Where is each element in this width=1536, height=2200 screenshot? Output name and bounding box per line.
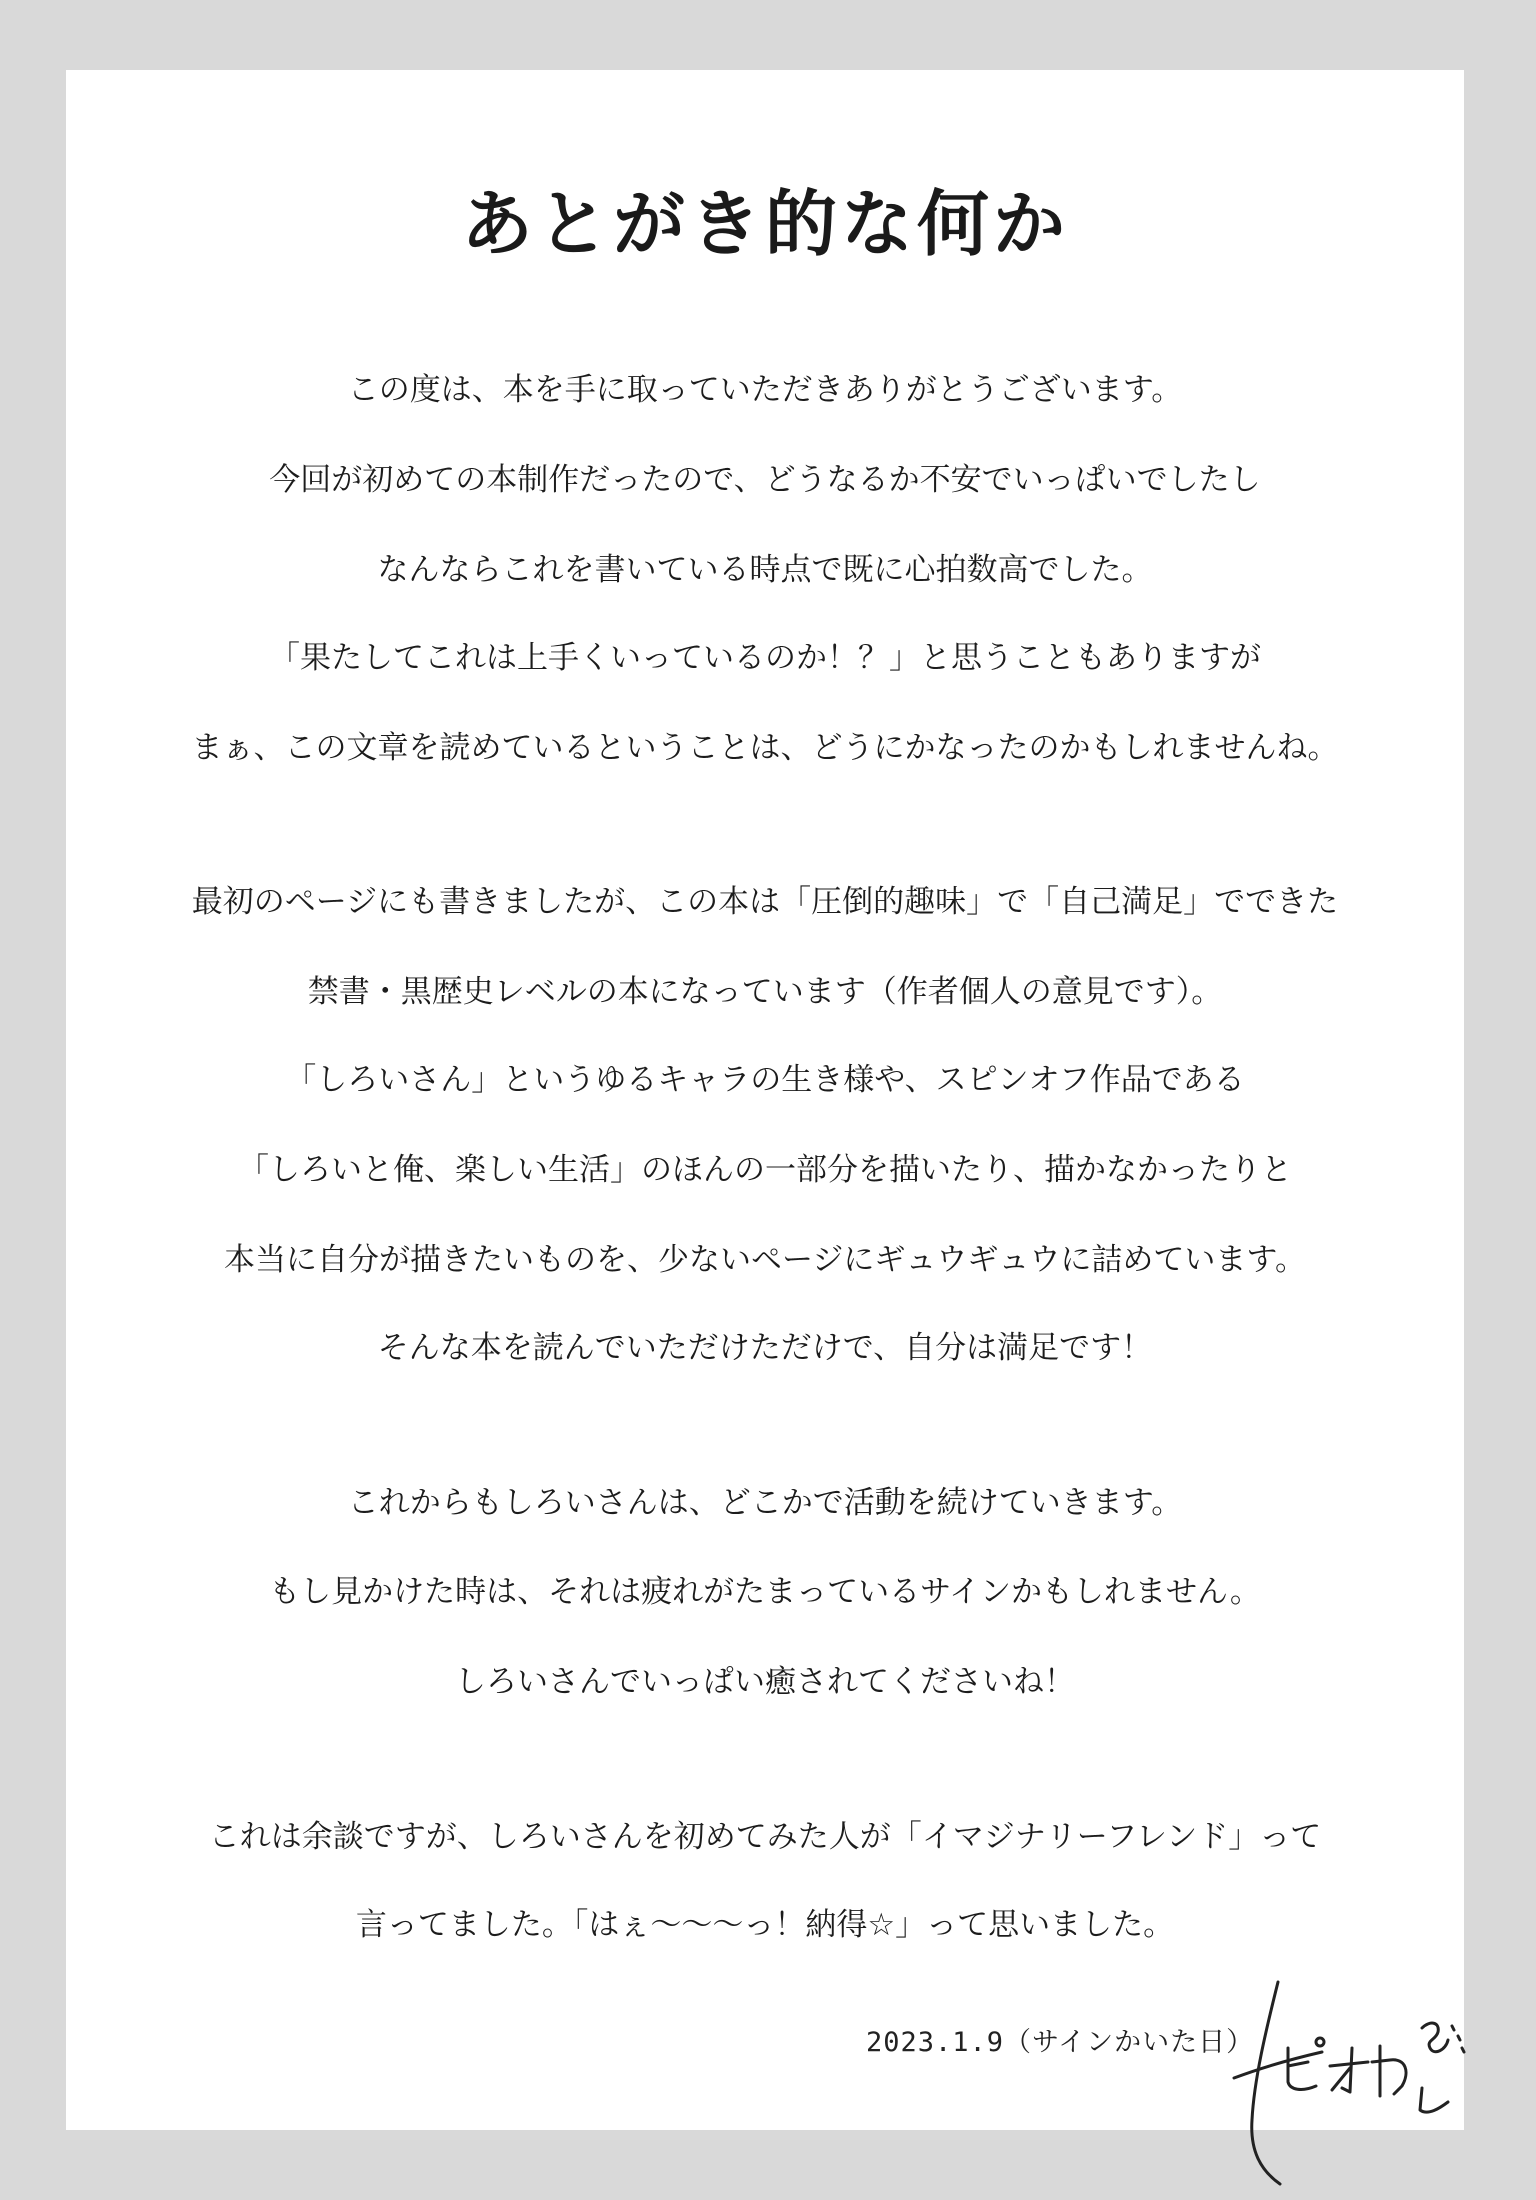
text-line: 本当に自分が描きたいものを、少ないページにギュウギュウに詰めています。	[224, 1242, 1306, 1278]
text-line: 今回が初めての本制作だったので、どうなるか不安でいっぱいでしたし	[269, 462, 1261, 498]
text-line: これは余談ですが、しろいさんを初めてみた人が「イマジナリーフレンド」って	[208, 1819, 1322, 1855]
text-line: 「しろいと俺、楽しい生活」のほんの一部分を描いたり、描かなかったりと	[238, 1152, 1292, 1188]
page-title: あとがき的な何か	[460, 182, 1069, 266]
text-line: 最初のページにも書きましたが、この本は「圧倒的趣味」で「自己満足」でできた	[191, 884, 1339, 920]
text-line: そんな本を読んでいただけただけで、自分は満足です！	[377, 1330, 1153, 1366]
text-line: しろいさんでいっぱい癒されてくださいね！	[455, 1664, 1075, 1700]
text-line: この度は、本を手に取っていただきありがとうございます。	[347, 372, 1183, 408]
afterword-page	[66, 70, 1464, 2130]
handwritten-signature	[1226, 1970, 1486, 2200]
text-line: 「しろいさん」というゆるキャラの生き様や、スピンオフ作品である	[285, 1062, 1245, 1098]
text-line: まぁ、この文章を読めているということは、どうにかなったのかもしれませんね。	[191, 730, 1339, 766]
text-line: もし見かけた時は、それは疲れがたまっているサインかもしれません。	[269, 1574, 1261, 1610]
signature-date: 2023.1.9（サインかいた日）	[866, 2027, 1255, 2058]
text-line: 禁書・黒歴史レベルの本になっています（作者個人の意見です）。	[307, 974, 1223, 1010]
text-line: これからもしろいさんは、どこかで活動を続けていきます。	[347, 1485, 1183, 1521]
text-line: 「果たしてこれは上手くいっているのか！？」と思うこともありますが	[269, 640, 1261, 676]
text-line: 言ってました。「はぇ〜〜〜っ！納得☆」って思いました。	[355, 1907, 1175, 1943]
text-line: なんならこれを書いている時点で既に心拍数高でした。	[377, 552, 1153, 588]
